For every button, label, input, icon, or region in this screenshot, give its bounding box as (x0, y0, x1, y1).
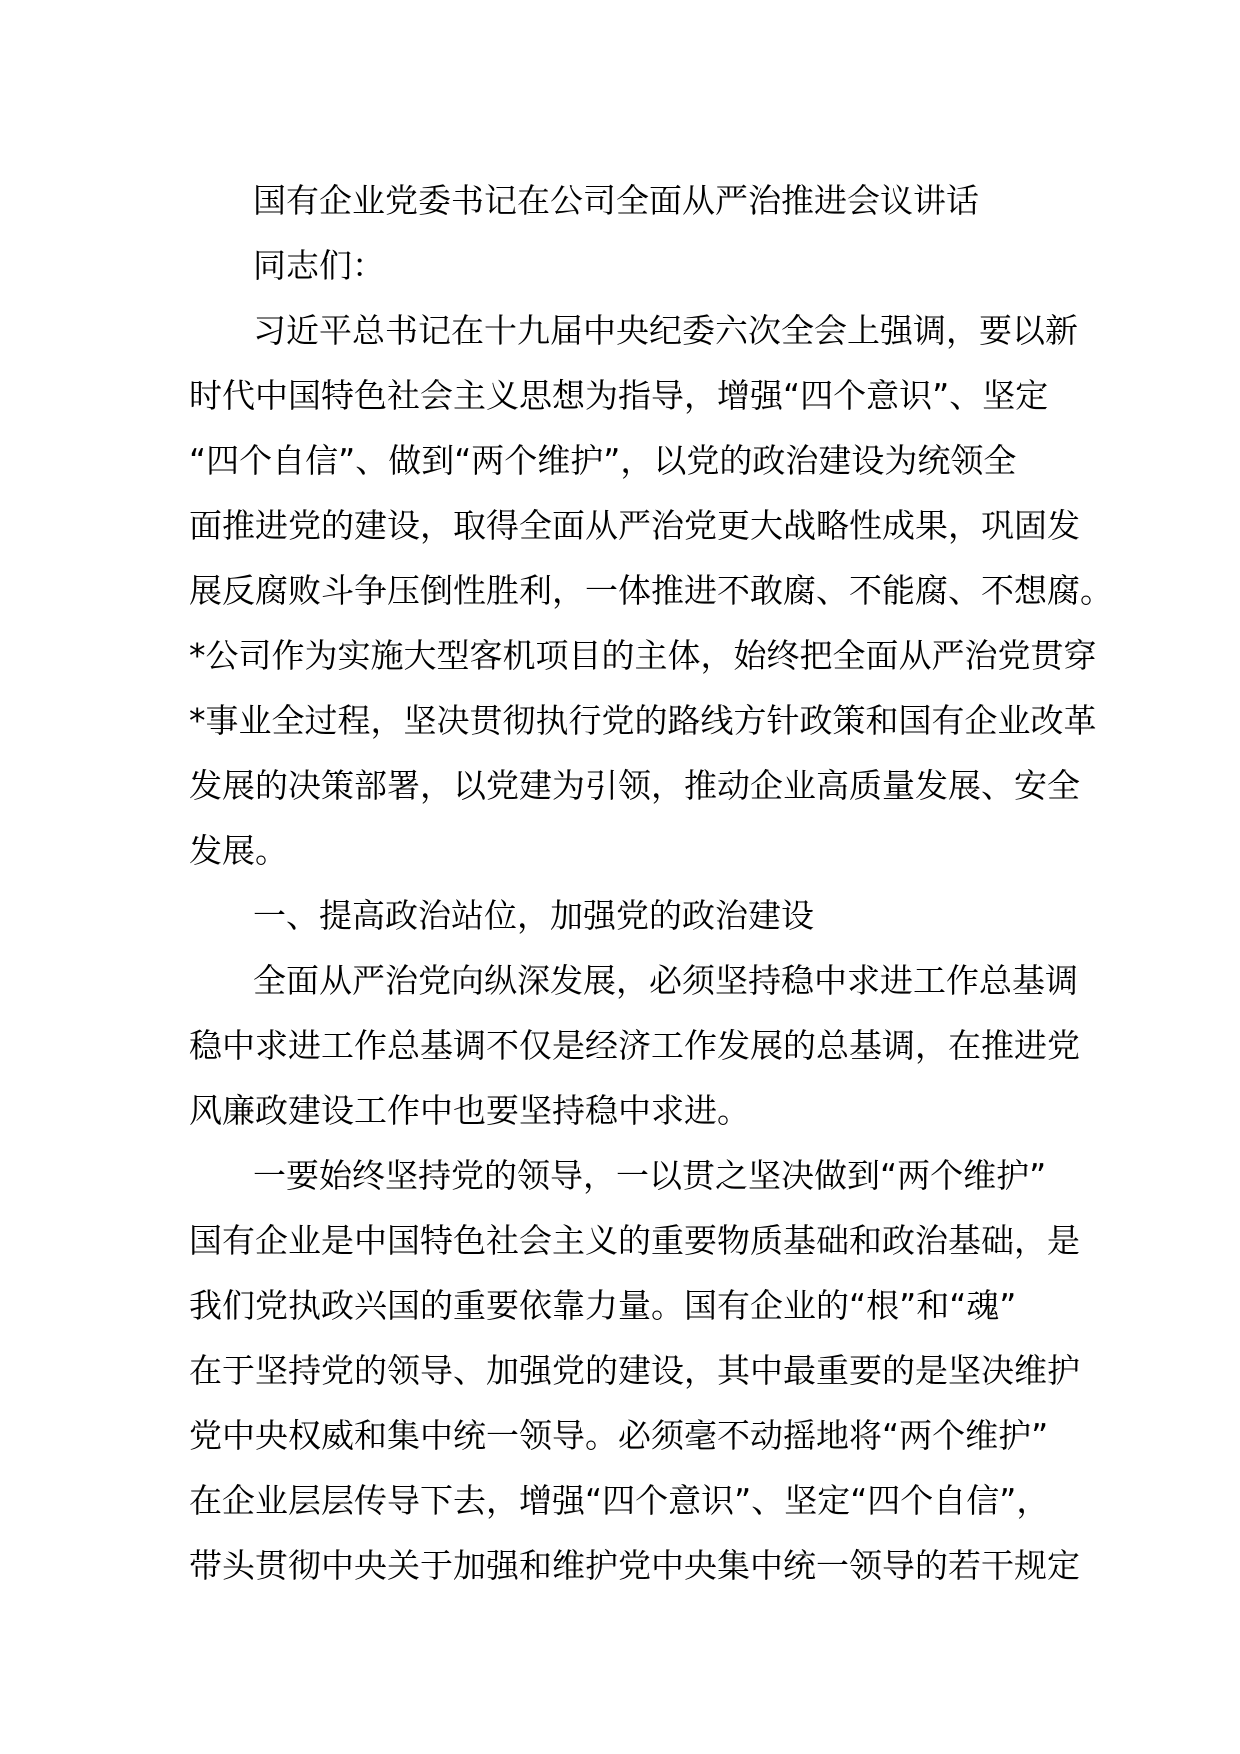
paragraph-line: 发展的决策部署，以党建为引领，推动企业高质量发展、安全 (189, 766, 1080, 805)
paragraph-line: 面推进党的建设，取得全面从严治党更大战略性成果，巩固发 (189, 506, 1080, 545)
paragraph-line: 全面从严治党向纵深发展，必须坚持稳中求进工作总基调 (253, 961, 1078, 1000)
paragraph-line: 在于坚持党的领导、加强党的建设，其中最重要的是坚决维护 (189, 1351, 1080, 1390)
paragraph-line: 一要始终坚持党的领导，一以贯之坚决做到“两个维护” (253, 1156, 1047, 1195)
paragraph-line: 发展。 (189, 831, 288, 870)
paragraph-line: *公司作为实施大型客机项目的主体，始终把全面从严治党贯穿 (189, 636, 1097, 675)
paragraph-line: 习近平总书记在十九届中央纪委六次全会上强调，要以新 (253, 311, 1078, 350)
paragraph-line: “四个自信”、做到“两个维护”，以党的政治建设为统领全 (189, 441, 1017, 480)
document-title: 国有企业党委书记在公司全面从严治推进会议讲话 (253, 181, 979, 220)
paragraph-line: *事业全过程，坚决贯彻执行党的路线方针政策和国有企业改革 (189, 701, 1097, 740)
paragraph-line: 国有企业是中国特色社会主义的重要物质基础和政治基础，是 (189, 1221, 1080, 1260)
paragraph-line: 风廉政建设工作中也要坚持稳中求进。 (189, 1091, 750, 1130)
document-body (189, 168, 1113, 1598)
paragraph-line: 时代中国特色社会主义思想为指导，增强“四个意识”、坚定 (189, 376, 1049, 415)
paragraph-line: 展反腐败斗争压倒性胜利，一体推进不敢腐、不能腐、不想腐。 (189, 571, 1113, 610)
paragraph-line: 在企业层层传导下去，增强“四个意识”、坚定“四个自信”， (189, 1481, 1050, 1520)
paragraph-line: 我们党执政兴国的重要依靠力量。国有企业的“根”和“魂” (189, 1286, 1017, 1325)
paragraph-line: 稳中求进工作总基调不仅是经济工作发展的总基调，在推进党 (189, 1026, 1080, 1065)
section-heading: 一、提高政治站位，加强党的政治建设 (253, 896, 814, 935)
greeting: 同志们： (253, 246, 385, 285)
paragraph-line: 党中央权威和集中统一领导。必须毫不动摇地将“两个维护” (189, 1416, 1049, 1455)
paragraph-line: 带头贯彻中央关于加强和维护党中央集中统一领导的若干规定 (189, 1546, 1080, 1585)
